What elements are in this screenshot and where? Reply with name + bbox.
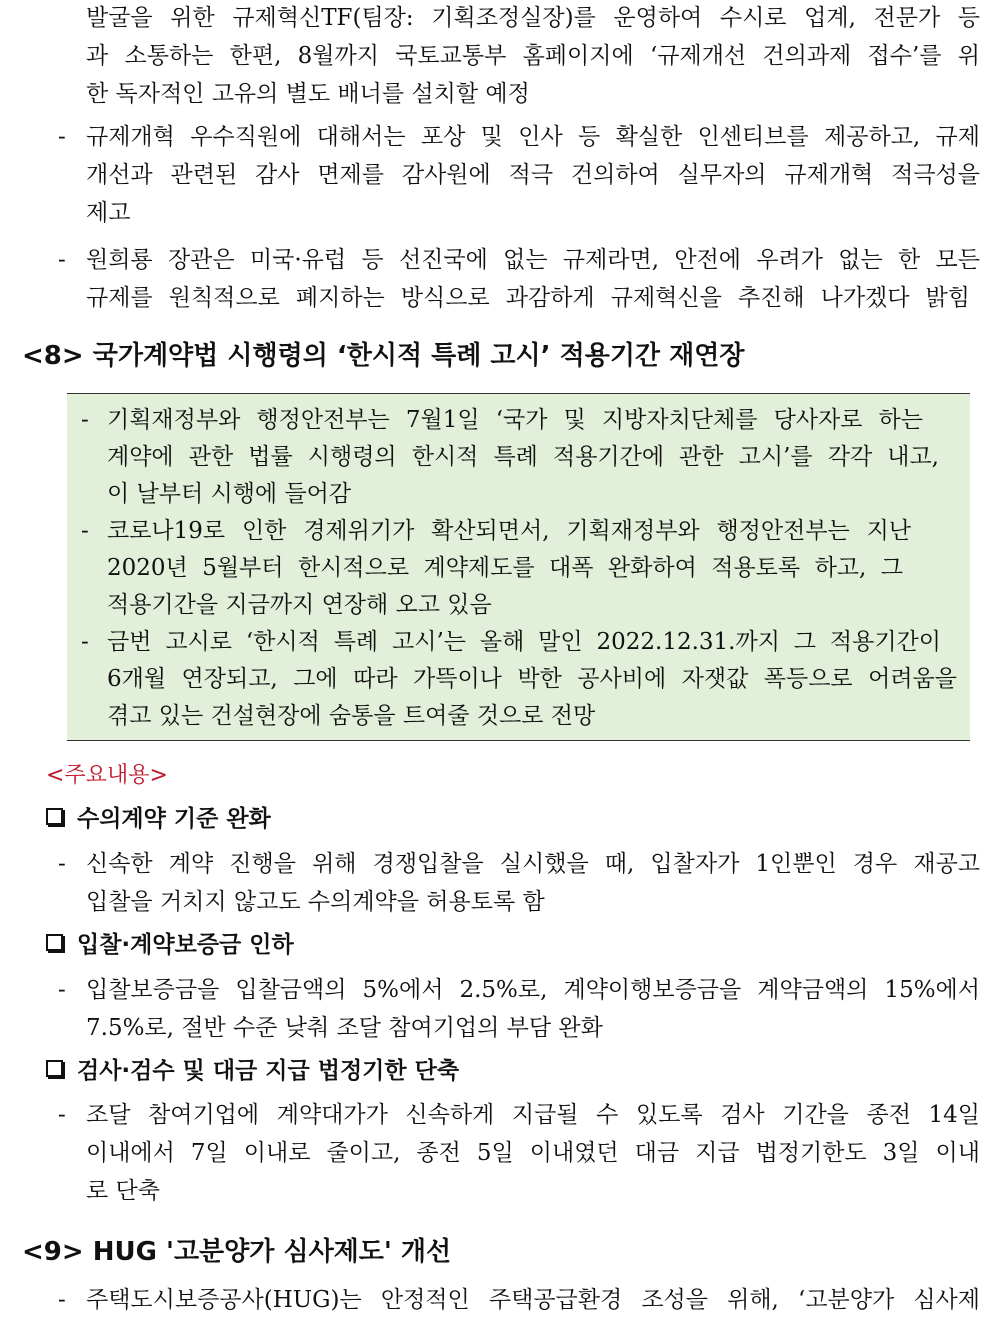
paragraph-line: 제고 bbox=[86, 200, 131, 226]
summary-line: 이 날부터 시행에 들어감 bbox=[107, 481, 352, 507]
bullet-dash: - bbox=[58, 1287, 66, 1313]
bullet-dash: - bbox=[58, 1102, 66, 1128]
section-heading: <9> HUG '고분양가 심사제도' 개선 bbox=[22, 1237, 452, 1267]
paragraph-line: 규제를 원칙적으로 폐지하는 방식으로 과감하게 규제혁신을 추진해 나가겠다 밝힘 bbox=[86, 285, 970, 311]
item-heading bbox=[46, 931, 294, 959]
summary-line: 겪고 있는 건설현장에 숨통을 트여줄 것으로 전망 bbox=[107, 703, 596, 729]
paragraph-line: 입찰보증금을 입찰금액의 5%에서 2.5%로, 계약이행보증금을 계약금액의 15%에서 bbox=[86, 977, 980, 1003]
paragraph-line: 개선과 관련된 감사 면제를 감사원에 적극 건의하여 실무자의 규제개혁 적극성을 bbox=[86, 162, 980, 188]
paragraph-line: 입찰을 거치지 않고도 수의계약을 허용토록 함 bbox=[86, 889, 545, 915]
paragraph-line: 과 소통하는 한편, 8월까지 국토교통부 홈페이지에 ‘규제개선 건의과제 접수’를 위 bbox=[86, 43, 980, 69]
summary-line: 6개월 연장되고, 그에 따라 가뜩이나 박한 공사비에 자잿값 폭등으로 어려움을 bbox=[107, 666, 957, 692]
paragraph-line: 이내에서 7일 이내로 줄이고, 종전 5일 이내였던 대금 지급 법정기한도 3일 이내 bbox=[86, 1140, 980, 1166]
paragraph-line: 원희룡 장관은 미국·유럽 등 선진국에 없는 규제라면, 안전에 우려가 없는 한 모든 bbox=[86, 247, 980, 273]
checkbox-square-icon bbox=[46, 808, 63, 825]
paragraph-line: 규제개혁 우수직원에 대해서는 포상 및 인사 등 확실한 인센티브를 제공하고, 규제 bbox=[86, 124, 980, 150]
summary-box bbox=[67, 393, 970, 741]
summary-line: 2020년 5월부터 한시적으로 계약제도를 대폭 완화하여 적용토록 하고, 그 bbox=[107, 555, 903, 581]
paragraph-line: 발굴을 위한 규제혁신TF(팀장: 기획조정실장)를 운영하여 수시로 업계, 전문가 등 bbox=[86, 5, 980, 31]
bullet-dash: - bbox=[58, 124, 66, 150]
item-title: 수의계약 기준 완화 bbox=[77, 806, 271, 832]
paragraph-line: 주택도시보증공사(HUG)는 안정적인 주택공급환경 조성을 위해, ‘고분양가 심사제 bbox=[86, 1287, 980, 1313]
paragraph-line: 신속한 계약 진행을 위해 경쟁입찰을 실시했을 때, 입찰자가 1인뿐인 경우 재공고 bbox=[86, 851, 980, 877]
summary-line: 적용기간을 지금까지 연장해 오고 있음 bbox=[107, 592, 492, 618]
main-content-label: <주요내용> bbox=[46, 763, 168, 788]
bullet-dash: - bbox=[81, 407, 89, 433]
bullet-dash: - bbox=[58, 977, 66, 1003]
summary-line: 기획재정부와 행정안전부는 7월1일 ‘국가 및 지방자치단체를 당사자로 하는 bbox=[107, 407, 923, 433]
paragraph-line: 로 단축 bbox=[86, 1178, 160, 1204]
summary-line: 금번 고시로 ‘한시적 특례 고시’는 올해 말인 2022.12.31.까지 그 적용기간이 bbox=[107, 629, 941, 655]
checkbox-square-icon bbox=[46, 934, 63, 951]
bullet-dash: - bbox=[58, 851, 66, 877]
summary-line: 계약에 관한 법률 시행령의 한시적 특례 적용기간에 관한 고시’를 각각 내고, bbox=[107, 444, 939, 470]
item-heading bbox=[46, 1057, 459, 1085]
bullet-dash: - bbox=[58, 247, 66, 273]
item-title: 입찰·계약보증금 인하 bbox=[77, 932, 294, 958]
item-heading bbox=[46, 805, 271, 833]
item-title: 검사·검수 및 대금 지급 법정기한 단축 bbox=[77, 1058, 460, 1084]
paragraph-line: 조달 참여기업에 계약대가가 신속하게 지급될 수 있도록 검사 기간을 종전 14일 bbox=[86, 1102, 980, 1128]
section-heading: <8> 국가계약법 시행령의 ‘한시적 특례 고시’ 적용기간 재연장 bbox=[22, 341, 745, 371]
bullet-dash: - bbox=[81, 518, 89, 544]
paragraph-line: 한 독자적인 고유의 별도 배너를 설치할 예정 bbox=[86, 81, 530, 107]
summary-line: 코로나19로 인한 경제위기가 확산되면서, 기획재정부와 행정안전부는 지난 bbox=[107, 518, 911, 544]
paragraph-line: 7.5%로, 절반 수준 낮춰 조달 참여기업의 부담 완화 bbox=[86, 1015, 603, 1041]
bullet-dash: - bbox=[81, 629, 89, 655]
checkbox-square-icon bbox=[46, 1060, 63, 1077]
